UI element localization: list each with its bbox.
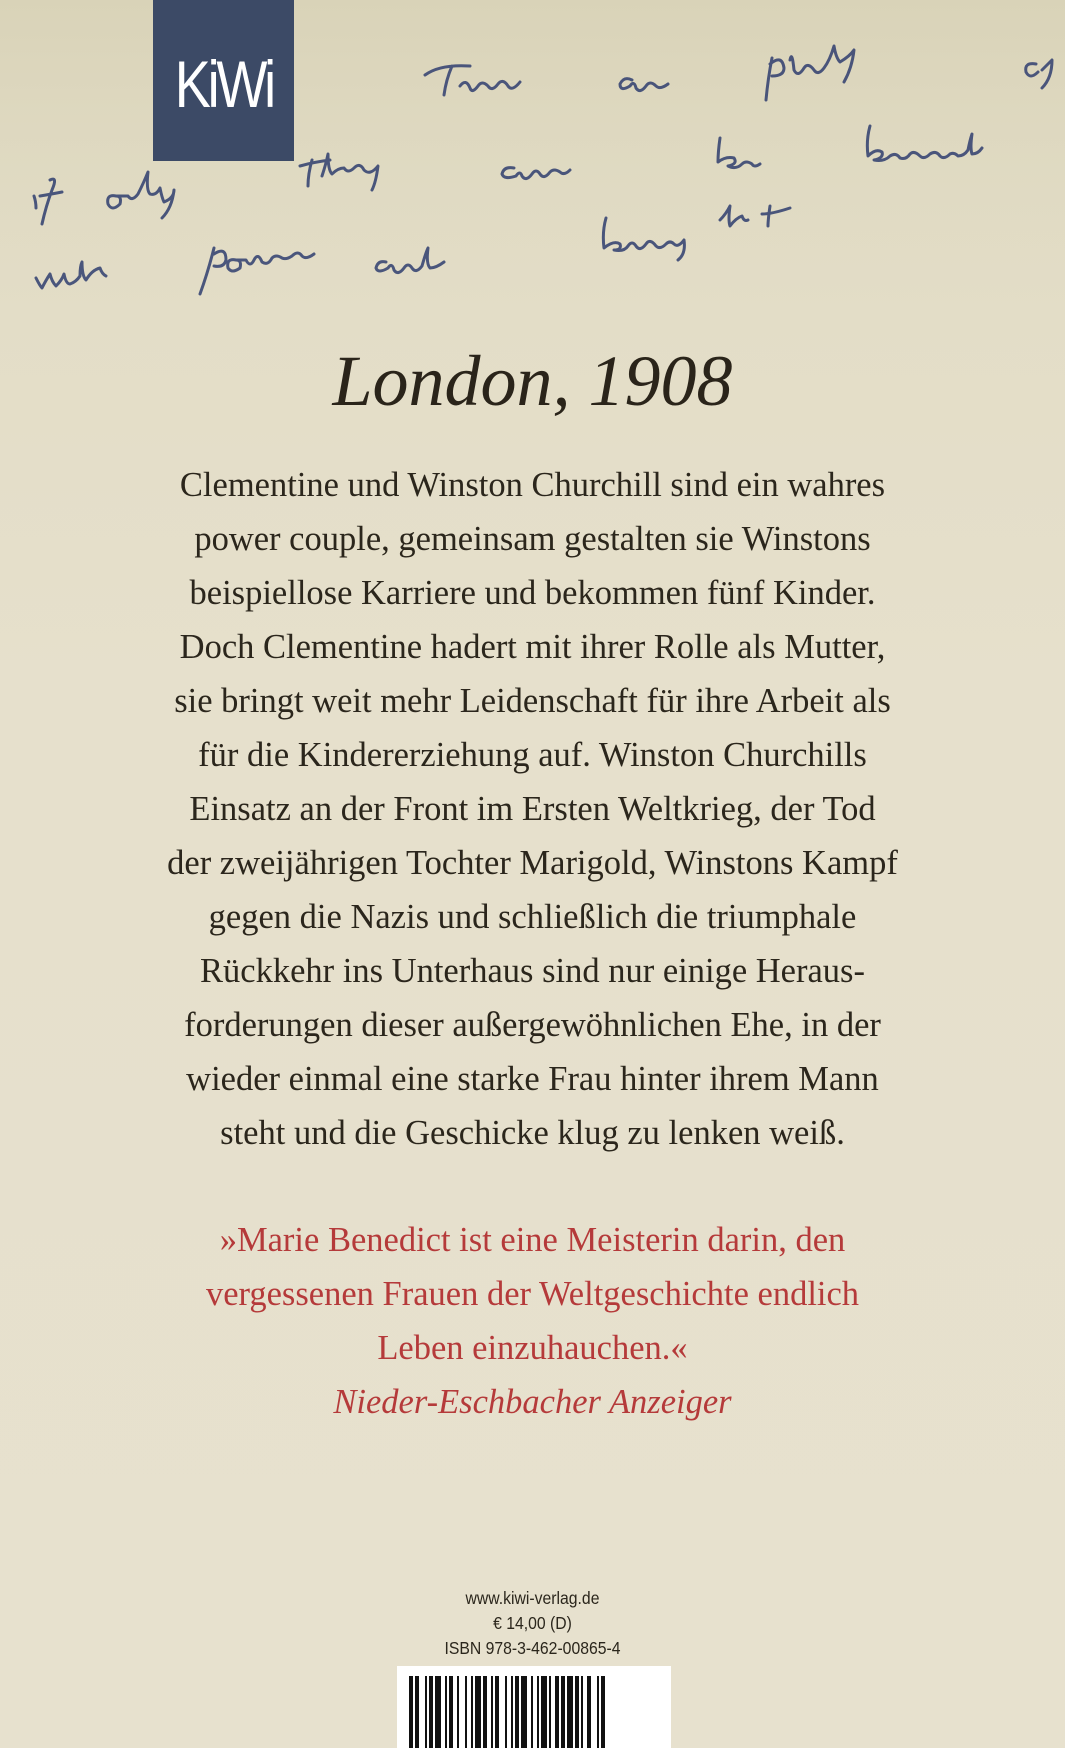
- barcode-bar: [429, 1676, 433, 1748]
- barcode-bar: [537, 1676, 539, 1748]
- press-quote: [60, 1213, 1005, 1429]
- cover-heading: London, 1908: [332, 341, 733, 421]
- blurb-line: beispiellose Karriere und bekommen fünf Kinder.: [189, 574, 876, 612]
- quote-source: Nieder-Eschbacher Anzeiger: [333, 1383, 732, 1421]
- publisher-website: www.kiwi-verlag.de: [465, 1588, 600, 1608]
- barcode-bar: [457, 1676, 459, 1748]
- blurb-line: gegen die Nazis und schließlich die triumphale: [208, 898, 857, 936]
- blurb-line: Doch Clementine hadert mit ihrer Rolle als Mutter,: [179, 628, 886, 666]
- barcode-bar: [491, 1676, 493, 1748]
- barcode-bar: [409, 1676, 413, 1748]
- book-price: € 14,00 (D): [493, 1613, 572, 1633]
- barcode-bar: [601, 1676, 605, 1748]
- blurb-line: der zweijährigen Tochter Marigold, Winstons Kampf: [167, 844, 898, 882]
- barcode-bar: [541, 1676, 547, 1748]
- barcode-bar: [449, 1676, 453, 1748]
- blurb-line: sie bringt weit mehr Leidenschaft für ihre Arbeit als: [174, 682, 891, 720]
- imprint-block: [0, 1586, 1065, 1661]
- isbn-number: ISBN 978-3-462-00865-4: [444, 1638, 621, 1658]
- blurb-line: für die Kindererziehung auf. Winston Churchills: [198, 736, 867, 774]
- barcode-bar: [555, 1676, 559, 1748]
- blurb-line: Rückkehr ins Unterhaus sind nur einige Heraus-: [200, 952, 865, 990]
- barcode-bar: [521, 1676, 527, 1748]
- blurb-line: wieder einmal eine starke Frau hinter ihrem Mann: [186, 1060, 879, 1098]
- logo-text: KiWi: [174, 46, 273, 121]
- barcode-bar: [575, 1676, 579, 1748]
- barcode-bar: [549, 1676, 551, 1748]
- barcode-bar: [531, 1676, 533, 1748]
- barcode-bar: [597, 1676, 599, 1748]
- barcode-bar: [511, 1676, 513, 1748]
- quote-line: Leben einzuhauchen.«: [377, 1329, 688, 1367]
- barcode-bar: [425, 1676, 427, 1748]
- quote-line: vergessenen Frauen der Weltgeschichte endlich: [205, 1275, 860, 1313]
- barcode-bar: [465, 1676, 467, 1748]
- kiwi-publisher-logo: [153, 0, 294, 161]
- barcode-bar: [505, 1676, 507, 1748]
- barcode-bar: [415, 1676, 419, 1748]
- quote-line: »Marie Benedict ist eine Meisterin darin, den: [219, 1221, 846, 1259]
- barcode-bar: [475, 1676, 481, 1748]
- barcode-bar: [587, 1676, 591, 1748]
- barcode-bar: [581, 1676, 583, 1748]
- barcode-bar: [567, 1676, 573, 1748]
- barcode-bar: [561, 1676, 565, 1748]
- isbn-barcode: [397, 1666, 671, 1748]
- barcode-bar: [445, 1676, 447, 1748]
- blurb-line: forderungen dieser außergewöhnlichen Ehe, in der: [184, 1006, 881, 1044]
- blurb-line: Clementine und Winston Churchill sind ein wahres: [179, 466, 886, 504]
- barcode-bar: [515, 1676, 519, 1748]
- blurb-line: Einsatz an der Front im Ersten Weltkrieg, der Tod: [189, 790, 876, 828]
- barcode-bar: [495, 1676, 499, 1748]
- barcode-bar: [483, 1676, 487, 1748]
- blurb-text: [60, 458, 1005, 1160]
- barcode-bar: [471, 1676, 473, 1748]
- barcode-bar: [435, 1676, 441, 1748]
- blurb-line: steht und die Geschicke klug zu lenken weiß.: [220, 1114, 845, 1152]
- blurb-line: power couple, gemeinsam gestalten sie Winstons: [194, 520, 871, 558]
